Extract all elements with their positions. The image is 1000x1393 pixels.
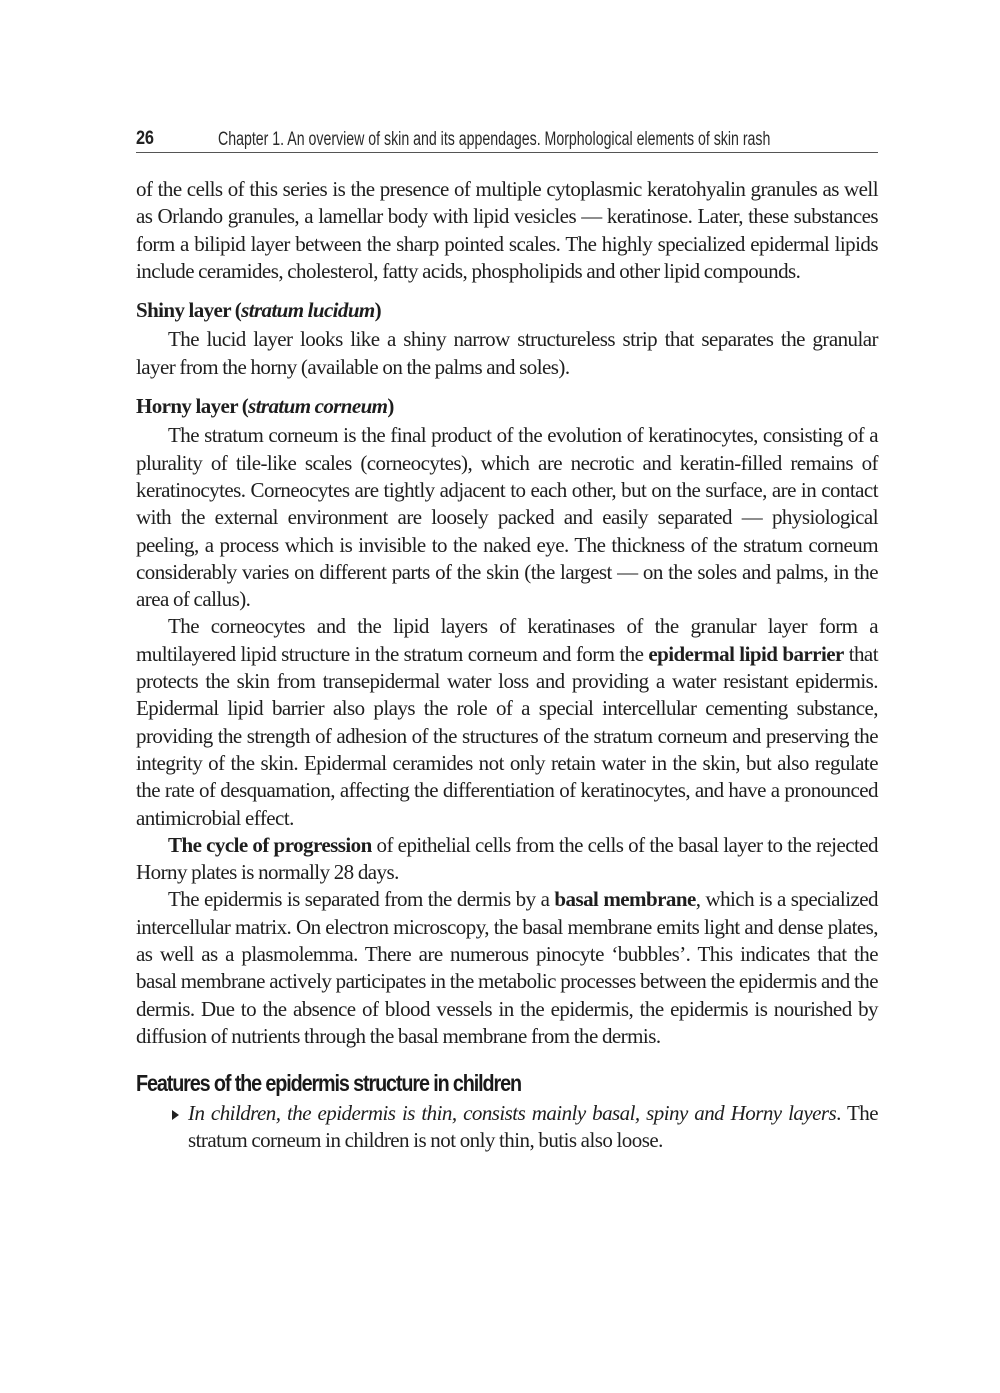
- text-run: The stratum corneum is the final product of the evolution of keratinocytes, consisting of a plurality of tile-like scales (corneocytes), which are necrotic and keratin-filled remains of keratinocytes. Corneocytes are tightly adjacent to each other, but on the surface, are in contact with the external environment are loosely packed and easily separated — physiological peeling, a process which is invisible to the naked eye. The thickness of the stratum corneum considerably varies on different parts of the skin (the largest — on the soles and palms, in the area of callus).: [136, 423, 878, 612]
- text-run: that protects the skin from transepidermal water loss and providing a water resistant epidermis. Epidermal lipid barrier also plays the role of a special intercellular cementing substance, providing the strength of adhesion of the structures of the stratum corneum and preserving the integrity of the skin. Epidermal ceramides not only retain water in the skin, but also regulate the rate of desquamation, affecting the differentiation of keratinocytes, and have a pronounced antimicrobial effect.: [136, 641, 878, 830]
- text-run: . The stratum corneum in children is not only thin, butis also loose.: [188, 1100, 878, 1152]
- text-run: The lucid layer looks like a shiny narrow structureless strip that separates the granular layer from the horny (available on the palms and soles).: [136, 327, 878, 379]
- subheading-text: Horny layer (: [136, 394, 249, 419]
- subheading-paren: ): [374, 298, 382, 323]
- paragraph: [136, 326, 878, 381]
- paragraph: [136, 613, 878, 831]
- paragraph: [136, 832, 878, 887]
- paragraph: [136, 422, 878, 613]
- text-run: The corneocytes and the lipid layers of keratinases of the granular layer form a multilayered lipid structure in the stratum corneum and form the: [136, 614, 878, 666]
- text-run: of epithelial cells from the cells of the basal layer to the rejected Horny plates is normally 28 days.: [136, 832, 878, 885]
- bold-term: epidermal lipid barrier: [648, 641, 844, 666]
- section-heading: Features of the epidermis structure in children: [136, 1070, 521, 1097]
- subheading-latin-term: stratum corneum: [248, 394, 388, 419]
- document-page: [136, 126, 878, 1154]
- italic-text: In children, the epidermis is thin, consists mainly basal, spiny and Horny layers: [188, 1100, 837, 1125]
- paragraph: [136, 176, 878, 285]
- subheading-shiny-layer: [136, 297, 878, 324]
- chapter-title: Chapter 1. An overview of skin and its appendages. Morphological elements of skin rash: [218, 129, 771, 150]
- bold-term: The cycle of progression: [168, 832, 372, 857]
- text-run: , which is a specialized intercellular matrix. On electron microscopy, the basal membrane emits light and dense plates, as well as a plasmolemma. There are numerous pinocyte ‘bubbles’. This indicates that the basal membrane actively participates in the metabolic processes between the epidermis and the dermis. Due to the absence of blood vessels in the epidermis, the epidermis is nourished by diffusion of nutrients through the basal membrane from the dermis.: [136, 887, 878, 1048]
- bullet-text: [188, 1101, 878, 1152]
- subheading-latin-term: stratum lucidum: [241, 298, 375, 323]
- text-run: The epidermis is separated from the dermis by a: [168, 887, 555, 912]
- text-run: of the cells of this series is the presence of multiple cytoplasmic keratohyalin granules as well as Orlando granules, a lamellar body with lipid vesicles — keratinose. Later, these substances form a bilipid layer between the sharp pointed scales. The highly specialized epidermal lipids include ceramides, cholesterol, fatty acids, phospholipids and other lipid compounds.: [136, 177, 878, 283]
- subheading-paren: ): [387, 394, 394, 419]
- page-number: 26: [136, 128, 154, 149]
- body-text: [136, 176, 878, 1154]
- subheading-horny-layer: [136, 393, 878, 420]
- running-header: [136, 126, 878, 153]
- subheading-text: Shiny layer (: [136, 298, 242, 323]
- bullet-list-item: [136, 1100, 878, 1155]
- bold-term: basal membrane: [554, 887, 696, 912]
- triangle-bullet-icon: [172, 1110, 179, 1120]
- paragraph: [136, 886, 878, 1050]
